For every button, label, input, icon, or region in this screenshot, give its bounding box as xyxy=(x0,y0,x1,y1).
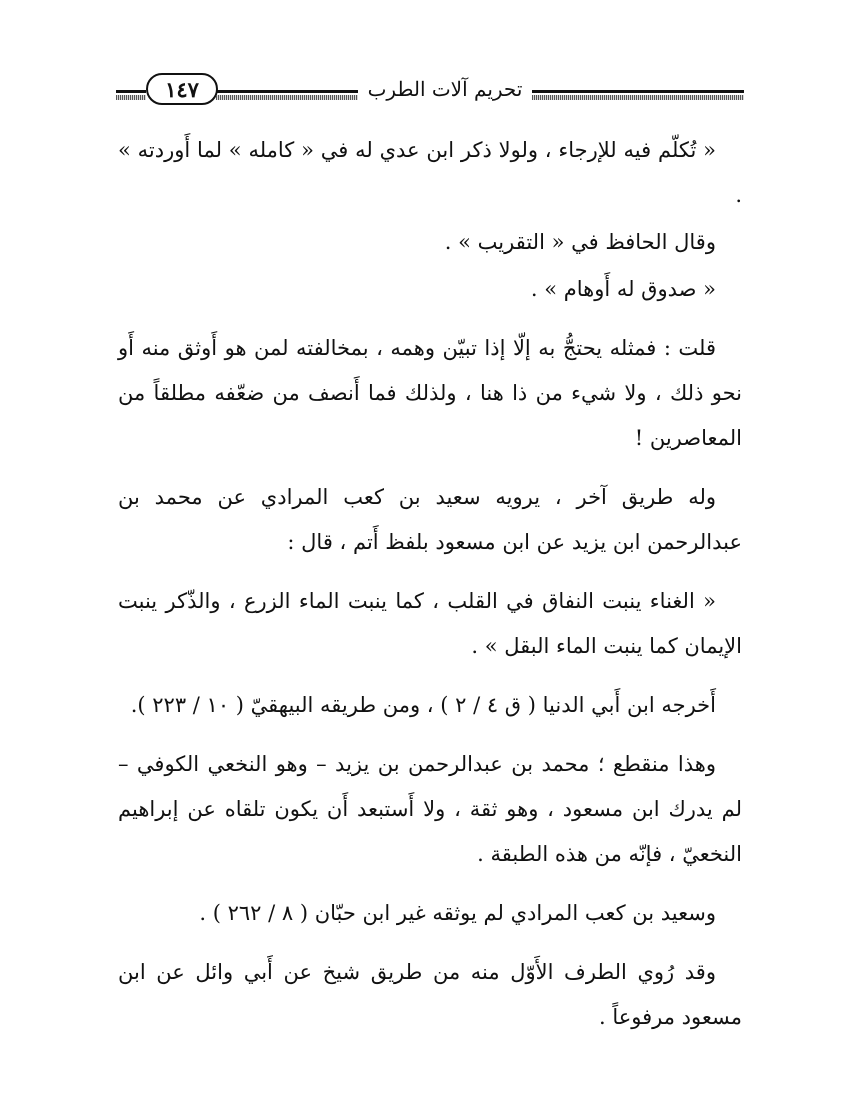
paragraph-munqati: وهذا منقطع ؛ محمد بن عبدالرحمن بن يزيد – وهو النخعي الكوفي – لم يدرك ابن مسعود ، وهو ثقة ، ولا أَستبعد أَن يكون تلقاه عن إبراهيم النخعيّ ، فإنّه من هذه الطبقة . xyxy=(118,752,742,866)
paragraph-hafiz-taqrib: وقال الحافظ في « التقريب » . xyxy=(444,230,716,254)
paragraph-another-route: وله طريق آخر ، يرويه سعيد بن كعب المرادي عن محمد بن عبدالرحمن ابن يزيد عن ابن مسعود بلفظ أَتم ، قال : xyxy=(118,485,742,554)
header-rule-right xyxy=(532,90,744,93)
paragraph-said-ibn-kaab: وسعيد بن كعب المرادي لم يوثقه غير ابن حبّان ( ٨ / ٢٦٢ ) . xyxy=(199,901,716,925)
paragraph-takhrij: أَخرجه ابن أَبي الدنيا ( ق ٤ / ٢ ) ، ومن طريقه البيهقيّ ( ١٠ / ٢٢٣ ). xyxy=(130,693,716,717)
paragraph-hadith-text: « الغناء ينبت النفاق في القلب ، كما ينبت الماء الزرع ، والذّكر ينبت الإيمان كما ينبت الماء البقل » . xyxy=(118,589,742,658)
header-rule-left xyxy=(116,90,146,93)
paragraph-marfu: وقد رُوي الطرف الأَوّل منه من طريق شيخ عن أَبي وائل عن ابن مسعود مرفوعاً . xyxy=(118,960,742,1029)
page-header xyxy=(116,66,744,110)
paragraph-quote-saduq: « صدوق له أَوهام » . xyxy=(530,277,716,301)
page-number: ١٤٧ xyxy=(146,73,218,105)
running-title: تحريم آلات الطرب xyxy=(367,77,523,101)
paragraph-author-comment: قلت : فمثله يحتجُّ به إلّا إذا تبيّن وهمه ، بمخالفته لمن هو أَوثق منه أَو نحو ذلك ، ولا شيء من ذا هنا ، ولذلك فما أَنصف من ضعّفه مطلقاً من المعاصرين ! xyxy=(118,336,742,450)
header-rule-middle xyxy=(216,90,358,93)
page-body xyxy=(118,128,742,1054)
paragraph-quote-narrator: « تُكلّم فيه للإرجاء ، ولولا ذكر ابن عدي له في « كامله » لما أَوردته » . xyxy=(118,138,742,207)
